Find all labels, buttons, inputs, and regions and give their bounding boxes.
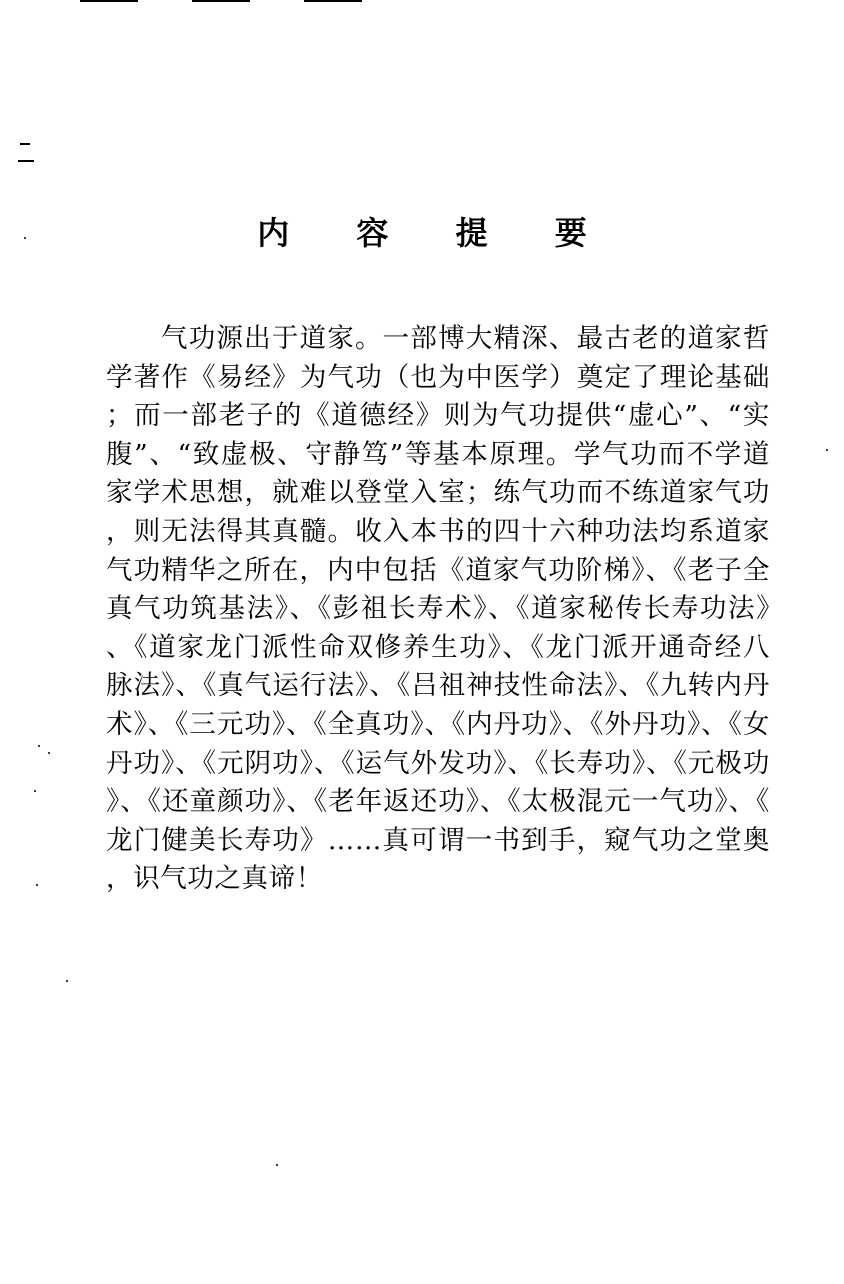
scan-mark bbox=[18, 160, 34, 162]
scan-mark bbox=[80, 0, 138, 2]
scan-speck bbox=[48, 752, 50, 754]
scan-speck bbox=[36, 884, 38, 886]
scan-mark bbox=[304, 0, 362, 2]
scan-speck bbox=[826, 449, 828, 451]
scan-speck bbox=[34, 790, 36, 792]
scan-speck bbox=[38, 745, 40, 747]
scan-speck bbox=[66, 980, 68, 982]
scan-mark bbox=[192, 0, 250, 2]
summary-paragraph: 气功源出于道家。一部博大精深、最古老的道家哲学著作《易经》为气功（也为中医学）奠定了理论基础；而一部老子的《道德经》则为气功提供“虚心”、“实腹”、“致虚极、守静笃”等基本原理。学气功而不学道家学术思想，就难以登堂入室；练气功而不练道家气功，则无法得其真髓。收入本书的四十六种功法均系道家气功精华之所在，内中包括《道家气功阶梯》、《老子全真气功筑基法》、《彭祖长寿术》、《道家秘传长寿功法》、《道家龙门派性命双修养生功》、《龙门派开通奇经八脉法》、《真气运行法》、《吕祖神技性命法》、《九转内丹术》、《三元功》、《全真功》、《内丹功》、《外丹功》、《女丹功》、《元阴功》、《运气外发功》、《长寿功》、《元极功》、《还童颜功》、《老年返还功》、《太极混元一气功》、《龙门健美长寿功》……真可谓一书到手，窥气功之堂奥，识气功之真谛！ bbox=[106, 323, 770, 895]
scan-speck bbox=[276, 1164, 278, 1166]
page-title: 内 容 提 要 bbox=[257, 214, 615, 253]
scan-mark bbox=[20, 143, 30, 145]
